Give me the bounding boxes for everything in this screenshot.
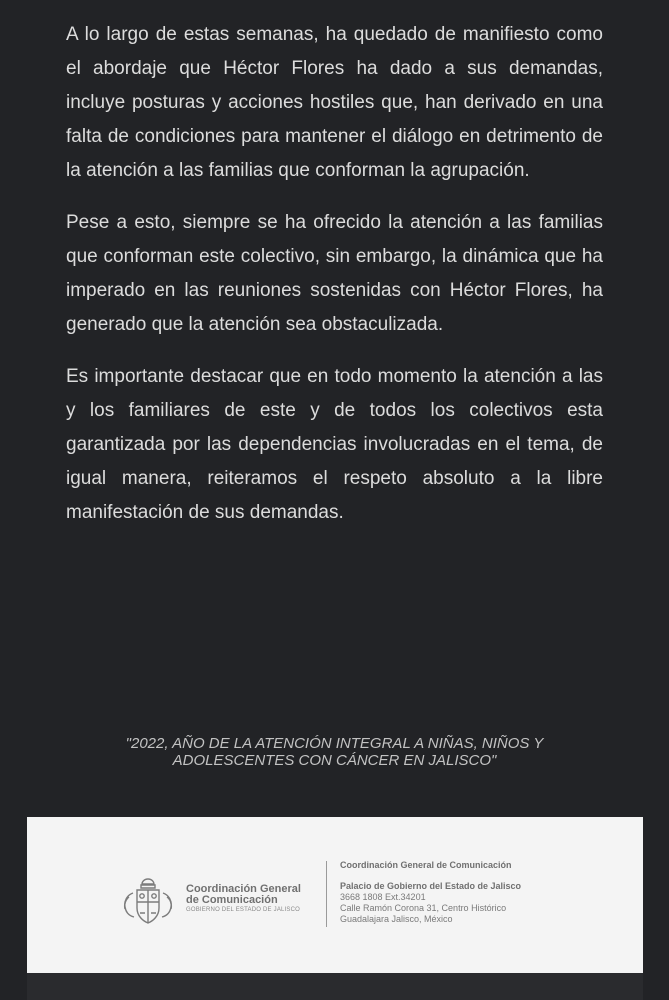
press-release-body: [66, 18, 603, 548]
contact-title: Coordinación General de Comunicación: [340, 860, 512, 870]
contact-block: [340, 860, 521, 925]
organization-name: [186, 884, 301, 914]
motto-line-2: ADOLESCENTES CON CÁNCER EN JALISCO": [172, 752, 497, 769]
jalisco-coat-of-arms-icon: [119, 875, 177, 927]
org-government-label: GOBIERNO DEL ESTADO DE JALISCO: [186, 907, 301, 913]
footer-divider: [326, 861, 327, 927]
contact-phone: 3668 1808 Ext.34201: [340, 892, 426, 902]
paragraph-1: A lo largo de estas semanas, ha quedado de manifiesto como el abordaje que Héctor Flores ha dado a sus demandas, incluye posturas y acciones hostiles que, han derivado en una falta de condiciones para mantener el diálogo en detrimento de la atención a las familias que conforman la agrupación.: [66, 24, 603, 181]
footer-bottom-strip: [27, 973, 643, 1000]
org-name-line-1: Coordinación General: [186, 883, 301, 895]
year-motto: [60, 735, 609, 769]
org-name-line-2: de Comunicación: [186, 894, 278, 906]
paragraph-3: Es importante destacar que en todo momento la atención a las y los familiares de este y de todos los colectivos esta garantizada por las dependencias involucradas en el tema, de igual manera, reiteramos el respeto absoluto a la libre manifestación de sus demandas.: [66, 366, 603, 523]
motto-line-1: "2022, AÑO DE LA ATENCIÓN INTEGRAL A NIÑAS, NIÑOS Y: [125, 735, 544, 752]
contact-place: Palacio de Gobierno del Estado de Jalisco: [340, 881, 522, 891]
paragraph-2: Pese a esto, siempre se ha ofrecido la atención a las familias que conforman este colectivo, sin embargo, la dinámica que ha imperado en las reuniones sostenidas con Héctor Flores, ha generado que la atención sea obstaculizada.: [66, 212, 603, 335]
contact-street: Calle Ramón Corona 31, Centro Histórico: [340, 903, 507, 913]
contact-city: Guadalajara Jalisco, México: [340, 914, 453, 924]
